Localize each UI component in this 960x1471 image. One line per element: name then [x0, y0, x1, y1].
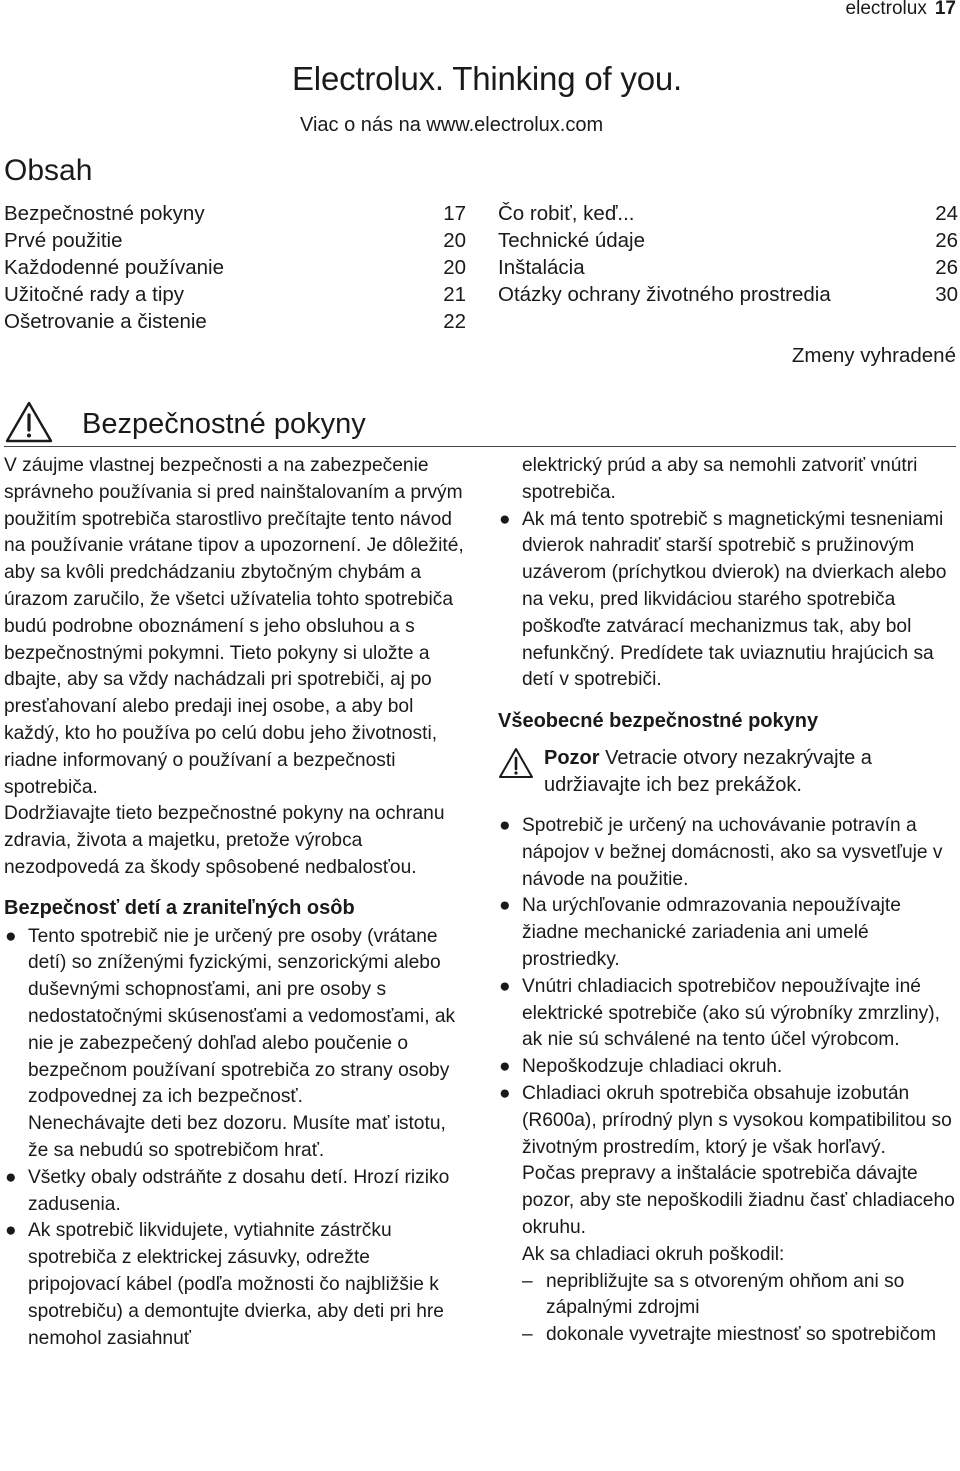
general-safety-list: [498, 813, 960, 1269]
page-header: [846, 0, 956, 20]
damage-intro: Ak sa chladiaci okruh poškodil:: [522, 1243, 785, 1265]
toc-entry-label: Ošetrovanie a čistenie: [4, 310, 207, 333]
caution-text: Vetracie otvory nezakrývajte a udržiavajte ich bez prekážok.: [544, 746, 872, 796]
toc-entry-label: Technické údaje: [498, 229, 646, 252]
continuation-text: elektrický prúd a aby sa nemohli zatvoriť vnútri spotrebiča.: [522, 455, 918, 503]
toc-entry-label: Každodenné používanie: [4, 256, 224, 279]
list-item-text-extra: Nenechávajte deti bez dozoru. Musíte mať istotu, že sa nebudú so spotrebičom hrať.: [28, 1113, 446, 1161]
warning-triangle-icon: [4, 400, 54, 444]
list-item: [4, 924, 464, 1165]
toc-entry-label: Inštalácia: [498, 256, 585, 279]
intro-paragraph-2: Dodržiavajte tieto bezpečnostné pokyny na ochranu zdravia, života a majetku, pretože výrobca nezodpovedá za škody spôsobené nedbalosťou.: [4, 803, 445, 878]
children-safety-list: [4, 924, 464, 1353]
bullet-icon: ●: [499, 814, 511, 836]
dash-icon: –: [522, 1324, 533, 1346]
toc-entry-label: Otázky ochrany životného prostredia: [498, 283, 831, 306]
toc-entry: [498, 254, 958, 281]
bullet-icon: ●: [5, 1166, 17, 1188]
right-column: [498, 453, 960, 1349]
toc-entry: [4, 200, 466, 227]
list-item-text: Na urýchľovanie odmrazovania nepoužívajte žiadne mechanické zariadenia ani umelé prostriedky.: [522, 895, 901, 970]
toc-entry-page: 26: [935, 256, 958, 279]
bullet-icon: ●: [499, 508, 511, 530]
bullet-icon: ●: [499, 1082, 511, 1104]
list-item: [4, 1218, 464, 1352]
section-title: Bezpečnostné pokyny: [82, 408, 366, 440]
toc-entry: [4, 281, 466, 308]
bullet-icon: ●: [499, 1056, 511, 1078]
list-item-text: Všetky obaly odstráňte z dosahu detí. Hrozí riziko zadusenia.: [28, 1166, 450, 1215]
caution-label: Pozor: [544, 746, 600, 769]
section-header: [4, 400, 956, 447]
toc-entry-page: 21: [443, 283, 466, 306]
changes-note: Zmeny vyhradené: [791, 344, 956, 367]
toc-title: Obsah: [4, 154, 93, 187]
list-item: [498, 507, 960, 695]
toc-left-list: [4, 200, 466, 335]
list-item: [498, 1054, 960, 1081]
toc-entry-page: 20: [443, 229, 466, 252]
toc-entry-page: 22: [443, 310, 466, 333]
list-item: [498, 974, 960, 1054]
bullet-icon: ●: [499, 975, 511, 997]
magnet-list: [498, 507, 960, 695]
list-item: [498, 1269, 960, 1323]
toc-right-list: [498, 200, 958, 308]
toc-entry-page: 20: [443, 256, 466, 279]
intro-paragraph: V záujme vlastnej bezpečnosti a na zabezpečenie správneho používania si pred nainštalovaním a prvým použitím spotrebiča starostlivo prečítajte tento návod na používanie vrátane tipov a upozornení. Je dôležité, aby sa kvôli predchádzaniu zbytočným chybám a úrazom zaručilo, že všetci užívatelia tohto spotrebiča budú podrobne oboznámení s jeho obsluhou a s bezpečnostnými pokymni. Tieto pokyny si uložte a dbajte, aby sa vždy nachádzali pri spotrebiči, aj po presťahovaní alebo predaji inej osobe, a aby bol každý, kto ho používa po celú dobu jeho životnosti, riadne informovaný o používaní a bezpečnosti spotrebiča.: [4, 455, 464, 798]
caution-note: [498, 745, 960, 799]
toc-entry-page: 26: [935, 229, 958, 252]
children-safety-heading: Bezpečnosť detí a zraniteľných osôb: [4, 896, 355, 919]
toc-entry: [4, 227, 466, 254]
toc-entry-label: Užitočné rady a tipy: [4, 283, 185, 306]
list-item-text: Ak spotrebič likvidujete, vytiahnite zástrčku spotrebiča z elektrickej zásuvky, odrežte pripojovací kábel (podľa možnosti čo najbližšie k spotrebiču) a demontujte dvierka, aby deti pri hre nemohol zasiahnuť: [28, 1220, 444, 1349]
list-item: [498, 1081, 960, 1269]
list-item: [498, 1322, 960, 1349]
list-item-text: Ak má tento spotrebič s magnetickými tesneniami dvierok nahradiť starší spotrebič s pružinovým uzáverom (príchytkou dvierok) na dvierkach alebo na veku, pred likvidáciou starého spotrebiča poškoďte zatvárací mechanizmus tak, aby bol nefunkčný. Predídete tak uviaznutiu hrajúcich sa detí v spotrebiči.: [522, 508, 947, 691]
left-column: [4, 453, 464, 1352]
general-safety-heading: Všeobecné bezpečnostné pokyny: [498, 710, 819, 733]
slogan-title: Electrolux. Thinking of you.: [292, 60, 682, 97]
bullet-icon: ●: [499, 895, 511, 917]
list-item-text: dokonale vyvetrajte miestnosť so spotrebičom: [546, 1324, 937, 1346]
toc-entry-page: 17: [443, 202, 466, 225]
bullet-icon: ●: [5, 1220, 17, 1242]
list-item: [498, 813, 960, 893]
toc-entry: [498, 227, 958, 254]
slogan-subtitle: Viac o nás na www.electrolux.com: [300, 114, 604, 136]
list-item-text: Chladiaci okruh spotrebiča obsahuje izobután (R600a), prírodný plyn s vysokou kompatibilitou so životným prostredím, ktorý je však horľavý.: [522, 1082, 952, 1158]
list-item: [498, 893, 960, 973]
damage-list: [498, 1269, 960, 1349]
list-item-text: Spotrebič je určený na uchovávanie potravín a nápojov v bežnej domácnosti, ako sa vysvetľuje v návode na použitie.: [522, 814, 943, 890]
list-item: [4, 1165, 464, 1219]
list-item-text: Nepoškodzuje chladiaci okruh.: [522, 1056, 783, 1078]
toc-entry-label: Prvé použitie: [4, 229, 123, 252]
toc-entry: [4, 254, 466, 281]
list-item-text: nepribližujte sa s otvoreným ohňom ani so zápalnými zdrojmi: [546, 1270, 905, 1319]
warning-triangle-icon: [498, 747, 534, 779]
toc-entry-label: Čo robiť, keď...: [498, 202, 635, 225]
dash-icon: –: [522, 1270, 533, 1292]
list-item-text: Vnútri chladiacich spotrebičov nepoužívajte iné elektrické spotrebiče (ako sú výrobníky zmrzliny), ak nie sú schválené na tento účel výrobcom.: [522, 975, 940, 1051]
toc-entry-page: 24: [935, 202, 958, 225]
page-number: 17: [934, 0, 956, 19]
transport-note: Počas prepravy a inštalácie spotrebiča dávajte pozor, aby ste nepoškodili žiadnu časť chladiaceho okruhu.: [522, 1163, 955, 1238]
toc-entry: [498, 281, 958, 308]
toc-entry: [4, 308, 466, 335]
toc-entry: [498, 200, 958, 227]
list-item-text: Tento spotrebič nie je určený pre osoby (vrátane detí) so zníženými fyzickými, senzorickými alebo duševnými schopnosťami, ani pre osoby s nedostatočnými skúsenosťami a vedomosťami, ak nie je zabezpečený dohľad alebo poučenie o bezpečnom používaní spotrebiča zo strany osoby zodpovednej za ich bezpečnosť.: [28, 925, 456, 1108]
toc-entry-page: 30: [935, 283, 958, 306]
header-brand: electrolux: [845, 0, 927, 19]
bullet-icon: ●: [5, 925, 17, 947]
toc-entry-label: Bezpečnostné pokyny: [4, 202, 205, 225]
